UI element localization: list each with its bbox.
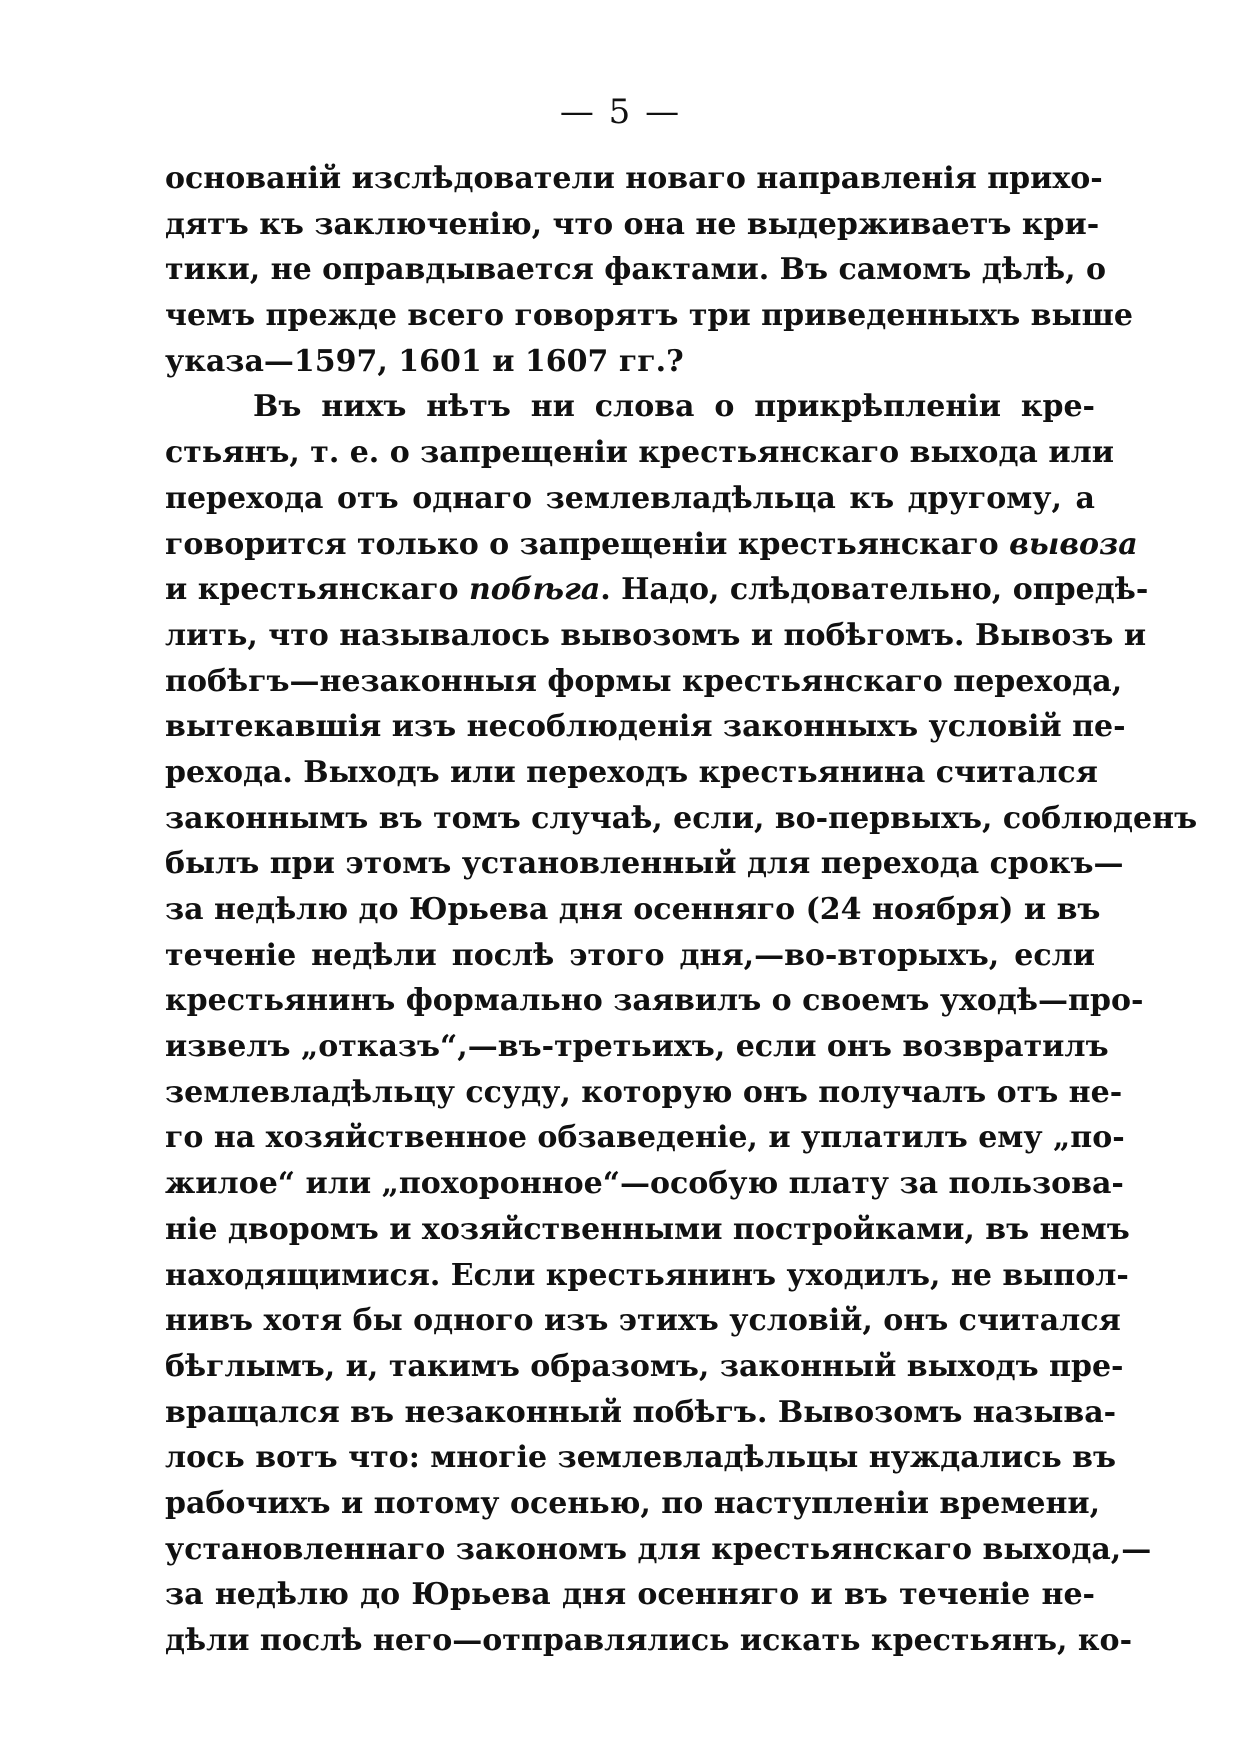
text-line: находящимися. Если крестьянинъ уходилъ, не выпол- [165, 1257, 1129, 1293]
text-line: установленнаго закономъ для крестьянскаго выхода,— [165, 1531, 1152, 1567]
text-line-with-italic [165, 567, 1149, 613]
text-line: былъ при этомъ установленный для перехода срокъ— [165, 846, 1124, 882]
text-line: рехода. Выходъ или переходъ крестьянина считался [165, 754, 1098, 790]
italic-term-vyvoz: вывоза [1009, 526, 1138, 562]
page-number: — 5 — [559, 92, 682, 132]
body-text [165, 156, 1198, 1664]
text-line-part: и крестьянскаго [165, 572, 459, 608]
text-line: побѣгъ—незаконныя формы крестьянскаго перехода, [165, 663, 1123, 699]
text-line: лось вотъ что: многіе землевладѣльцы нуждались въ [165, 1440, 1117, 1476]
text-line: го на хозяйственное обзаведеніе, и уплатилъ ему „по- [165, 1120, 1125, 1156]
text-line: дятъ къ заключенію, что она не выдерживаетъ кри- [165, 206, 1100, 242]
text-line: за недѣлю до Юрьева дня осенняго (24 ноября) и въ [165, 892, 1101, 927]
text-line: указа—1597, 1601 и 1607 гг.? [165, 343, 684, 379]
text-line: вращался въ незаконный побѣгъ. Вывозомъ называ- [165, 1394, 1117, 1430]
text-line-with-italic [165, 522, 1138, 568]
text-line: основаній изслѣдователи новаго направленія прихо- [165, 161, 1103, 196]
text-line: тики, не оправдывается фактами. Въ самомъ дѣлѣ, о [165, 252, 1106, 288]
text-line: дѣли послѣ него—отправлялись искать крестьянъ, ко- [165, 1623, 1133, 1658]
text-line: крестьянинъ формально заявилъ о своемъ уходѣ—про- [165, 983, 1144, 1019]
text-line: теченіе недѣли послѣ этого дня,—во-вторыхъ, если [165, 937, 1095, 973]
text-line: вытекавшія изъ несоблюденія законныхъ условій пе- [165, 709, 1126, 745]
text-line: бѣглымъ, и, такимъ образомъ, законный выходъ пре- [165, 1348, 1124, 1384]
text-line: рабочихъ и потому осенью, по наступленіи времени, [165, 1485, 1101, 1521]
text-line-part: . Надо, слѣдовательно, опредѣ- [600, 572, 1149, 608]
text-line: перехода отъ однаго землевладѣльца къ другому, а [165, 480, 1095, 516]
text-line: землевладѣльцу ссуду, которую онъ получалъ отъ не- [165, 1074, 1123, 1110]
text-line: извелъ „отказъ“,—въ-третьихъ, если онъ возвратилъ [165, 1029, 1109, 1065]
text-line: жилое“ или „похоронное“—особую плату за пользова- [165, 1166, 1124, 1202]
text-line: за недѣлю до Юрьева дня осенняго и въ теченіе не- [165, 1577, 1095, 1613]
text-line: ніе дворомъ и хозяйственными постройками, въ немъ [165, 1211, 1130, 1247]
text-line: законнымъ въ томъ случаѣ, если, во-первыхъ, соблюденъ [165, 800, 1198, 836]
text-line: лить, что называлось вывозомъ и побѣгомъ. Вывозъ и [165, 617, 1147, 653]
text-line: стьянъ, т. е. о запрещеніи крестьянскаго выхода или [165, 435, 1114, 471]
italic-term-pobeg: побѣга [468, 572, 601, 608]
text-line-part: говорится только о запрещеніи крестьянскаго [165, 526, 999, 562]
text-line: нивъ хотя бы одного изъ этихъ условій, онъ считался [165, 1303, 1121, 1339]
text-line: Въ нихъ нѣтъ ни слова о прикрѣпленіи кре- [253, 389, 1095, 425]
text-line: чемъ прежде всего говорятъ три приведенныхъ выше [165, 298, 1133, 334]
